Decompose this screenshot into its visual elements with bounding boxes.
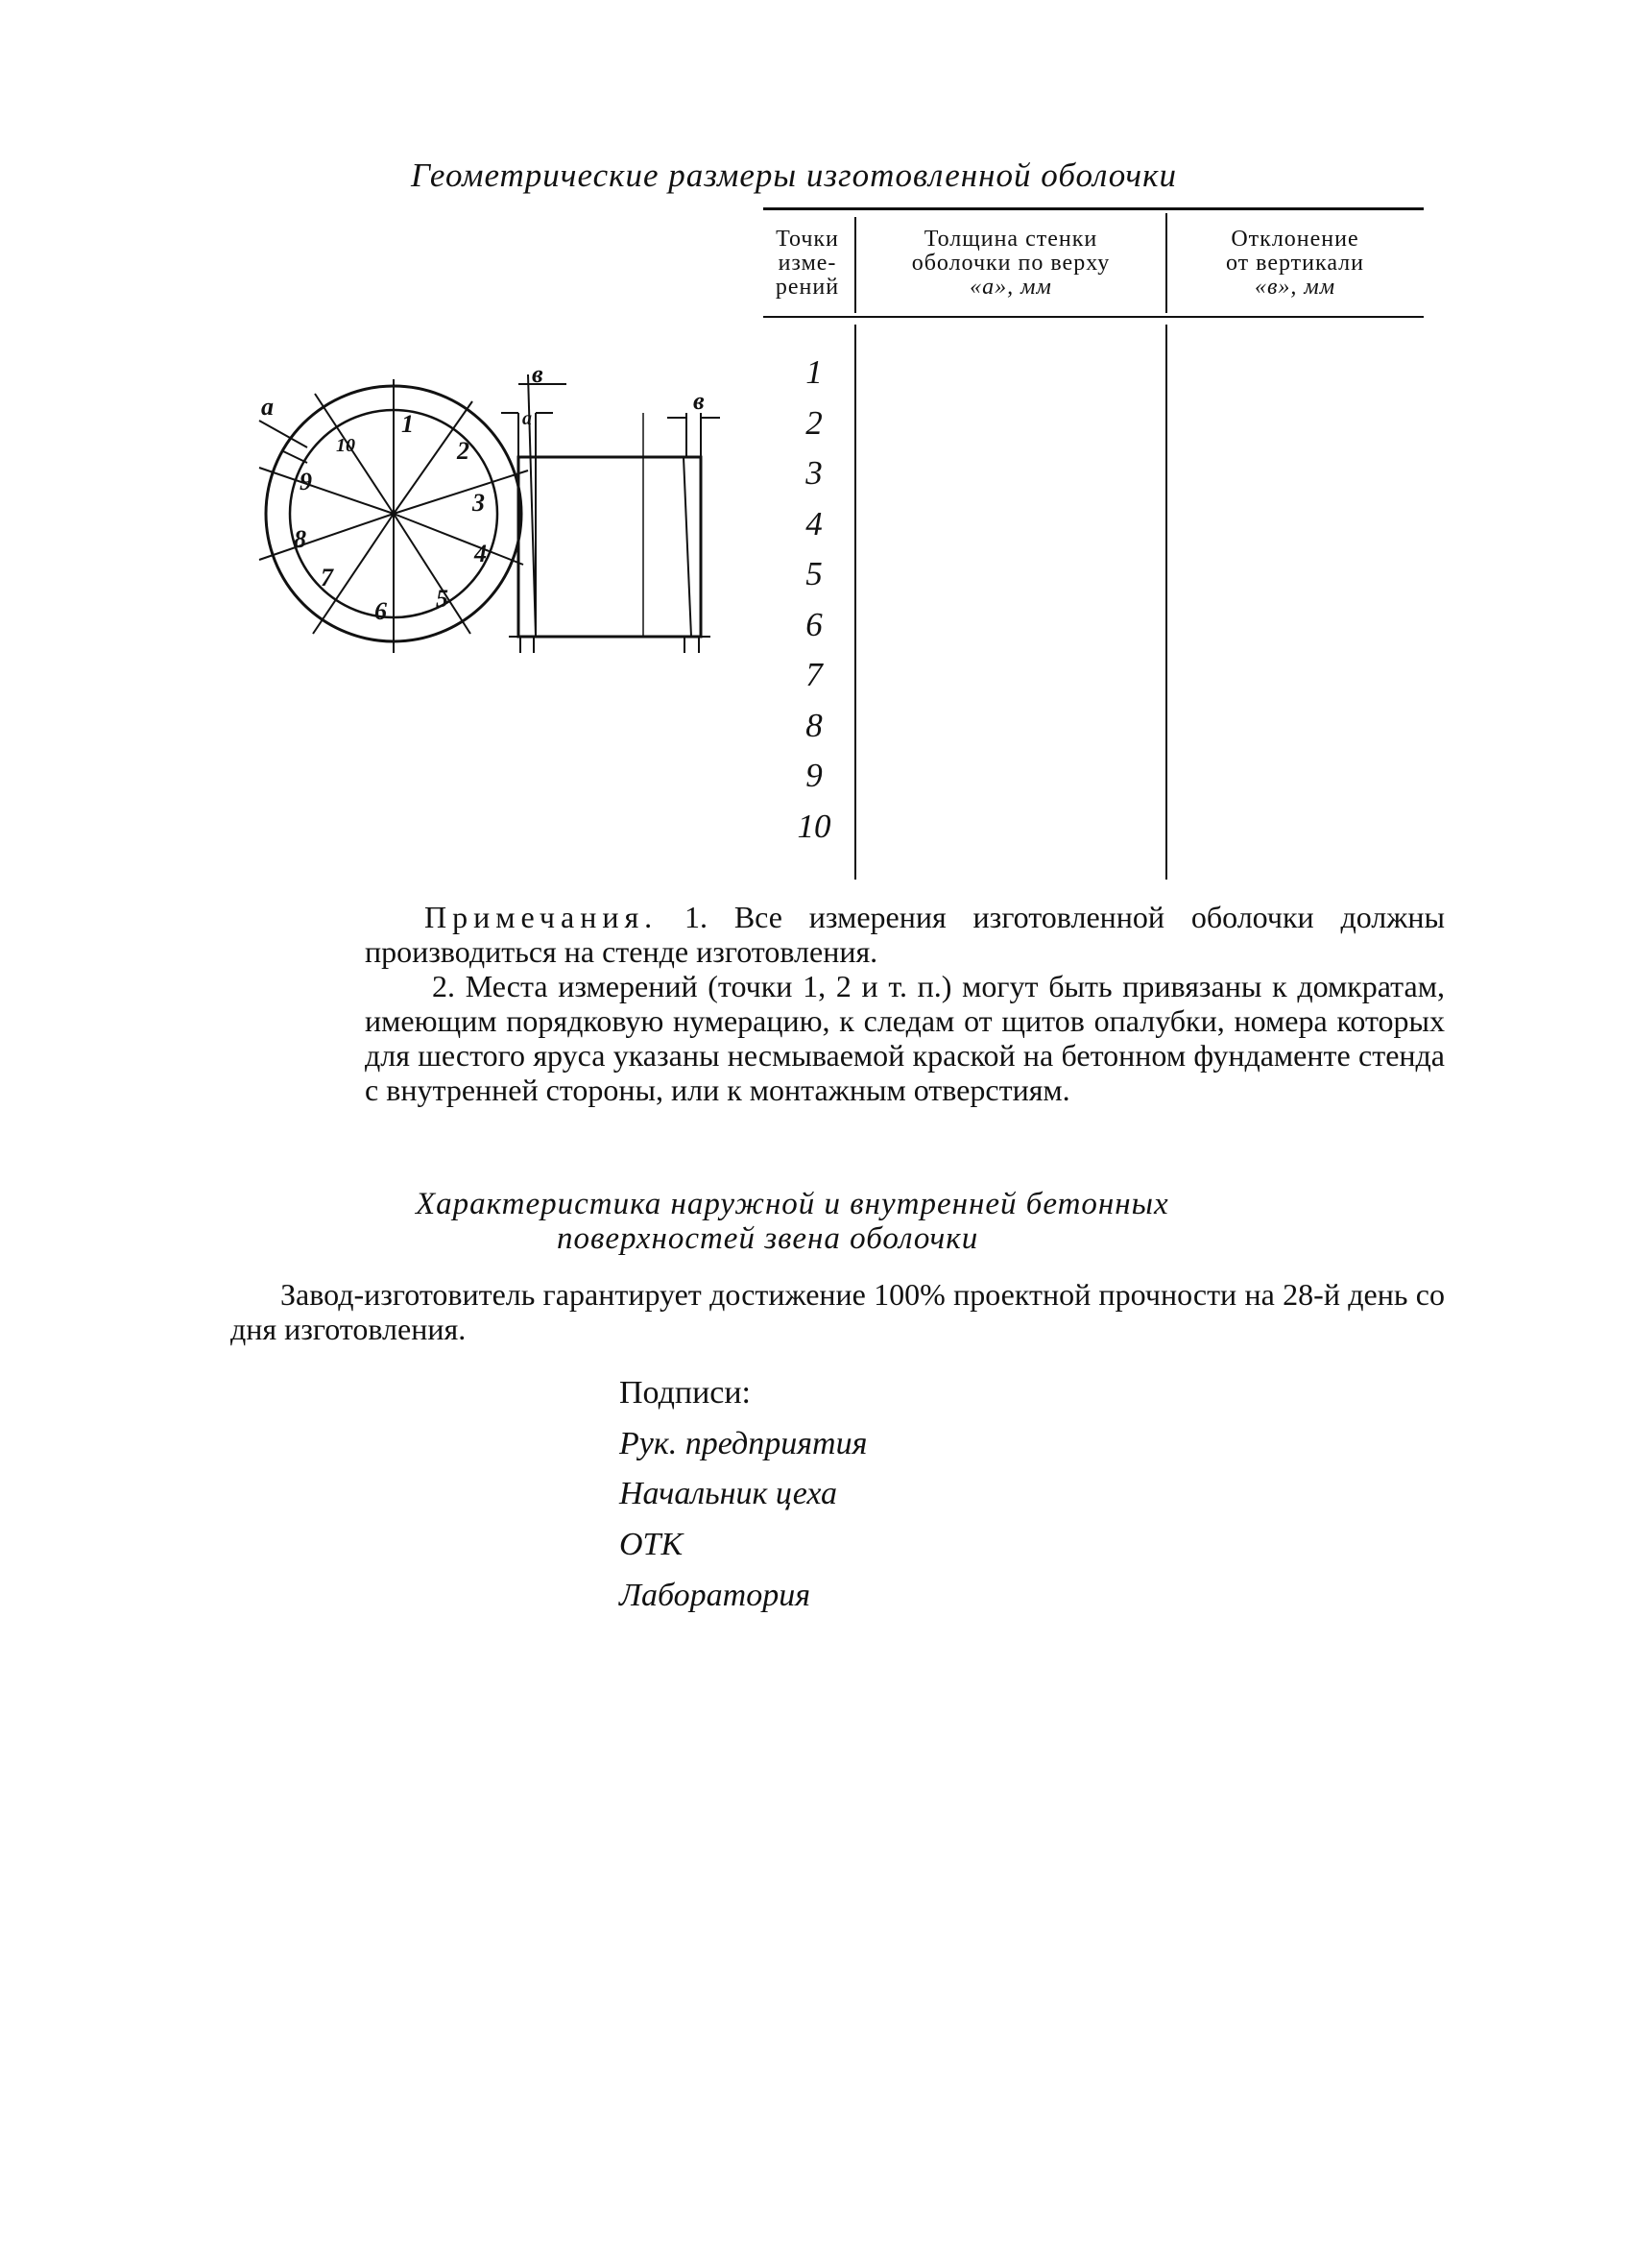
table-row-number: 8 <box>805 706 823 744</box>
signature-otk: ОТК <box>619 1527 684 1562</box>
notes-block <box>365 900 1445 1107</box>
shell-diagram <box>230 355 749 672</box>
table-row-number: 10 <box>797 807 831 845</box>
table-col-divider-2-body <box>1165 325 1167 880</box>
elevation-labels <box>522 360 705 429</box>
table-row-number: 9 <box>805 757 823 794</box>
circle-label-4: 4 <box>474 540 487 567</box>
signature-director: Рук. предприятия <box>619 1426 868 1461</box>
note-1-text: 1. Все измерения изготовленной оболочки должны производиться на стенде изготовления. <box>365 900 1445 969</box>
table-row-number: 1 <box>805 353 823 391</box>
circle-label-6: 6 <box>374 597 387 625</box>
table-col-divider-2 <box>1165 213 1167 313</box>
table-col-divider-1 <box>854 217 856 313</box>
cylinder-outline <box>518 457 701 637</box>
circle-label-8: 8 <box>294 525 306 553</box>
note-1 <box>365 900 1445 969</box>
table-row-number: 6 <box>805 605 823 643</box>
table-row-number: 5 <box>805 555 823 592</box>
plan-view <box>259 379 528 653</box>
section2-title-line2: поверхностей звена оболочки <box>557 1221 979 1256</box>
signature-shop-head: Начальник цеха <box>619 1476 838 1511</box>
notes-label: Примечания. <box>424 900 659 934</box>
dim-label-a-plan: а <box>261 393 274 421</box>
table-title: Геометрические размеры изготовленной оболочки <box>411 157 1177 194</box>
signatures-label: Подписи: <box>619 1375 751 1411</box>
header-deviation: Отклонение от вертикали «в», мм <box>1225 227 1364 300</box>
note-2: 2. Места измерений (точки 1, 2 и т. п.) могут быть привязаны к домкратам, имеющим порядковую нумерацию, к следам от щитов опалубки, номера которых для шестого яруса указаны несмываемой краской на бетонном фундаменте стенда с внутренней стороны, или к монтажным отверстиям. <box>365 969 1445 1107</box>
circle-label-1: 1 <box>401 410 414 438</box>
circle-label-10: 10 <box>336 435 355 456</box>
circle-label-5: 5 <box>436 585 448 613</box>
leader-a <box>259 421 307 447</box>
section2-title-line1: Характеристика наружной и внутренней бетонных <box>416 1187 1169 1221</box>
circle-label-2: 2 <box>457 437 469 465</box>
header-points: Точки изме- рений <box>775 227 840 300</box>
table-row-number: 2 <box>805 403 823 442</box>
header-thickness: Толщина стенки оболочки по верху «а», мм <box>911 227 1111 300</box>
dim-label-b-right: в <box>693 387 705 415</box>
section2-text: Завод-изготовитель гарантирует достижение 100% проектной прочности на 28-й день со дня изготовления. <box>230 1277 1445 1346</box>
table-top-rule <box>763 207 1424 210</box>
dim-label-a-elev: а <box>522 408 532 429</box>
circle-label-7: 7 <box>321 564 333 591</box>
table-row-number: 3 <box>805 454 823 492</box>
table-header-rule <box>763 316 1424 318</box>
table-row-number: 4 <box>805 504 823 543</box>
table-col-divider-1-body <box>854 325 856 880</box>
signature-laboratory: Лаборатория <box>619 1578 811 1613</box>
dim-label-b-top: в <box>532 360 543 388</box>
circle-label-9: 9 <box>300 468 312 495</box>
table-row-number: 7 <box>805 656 823 693</box>
circle-label-3: 3 <box>472 489 485 517</box>
elevation-view <box>501 374 720 653</box>
